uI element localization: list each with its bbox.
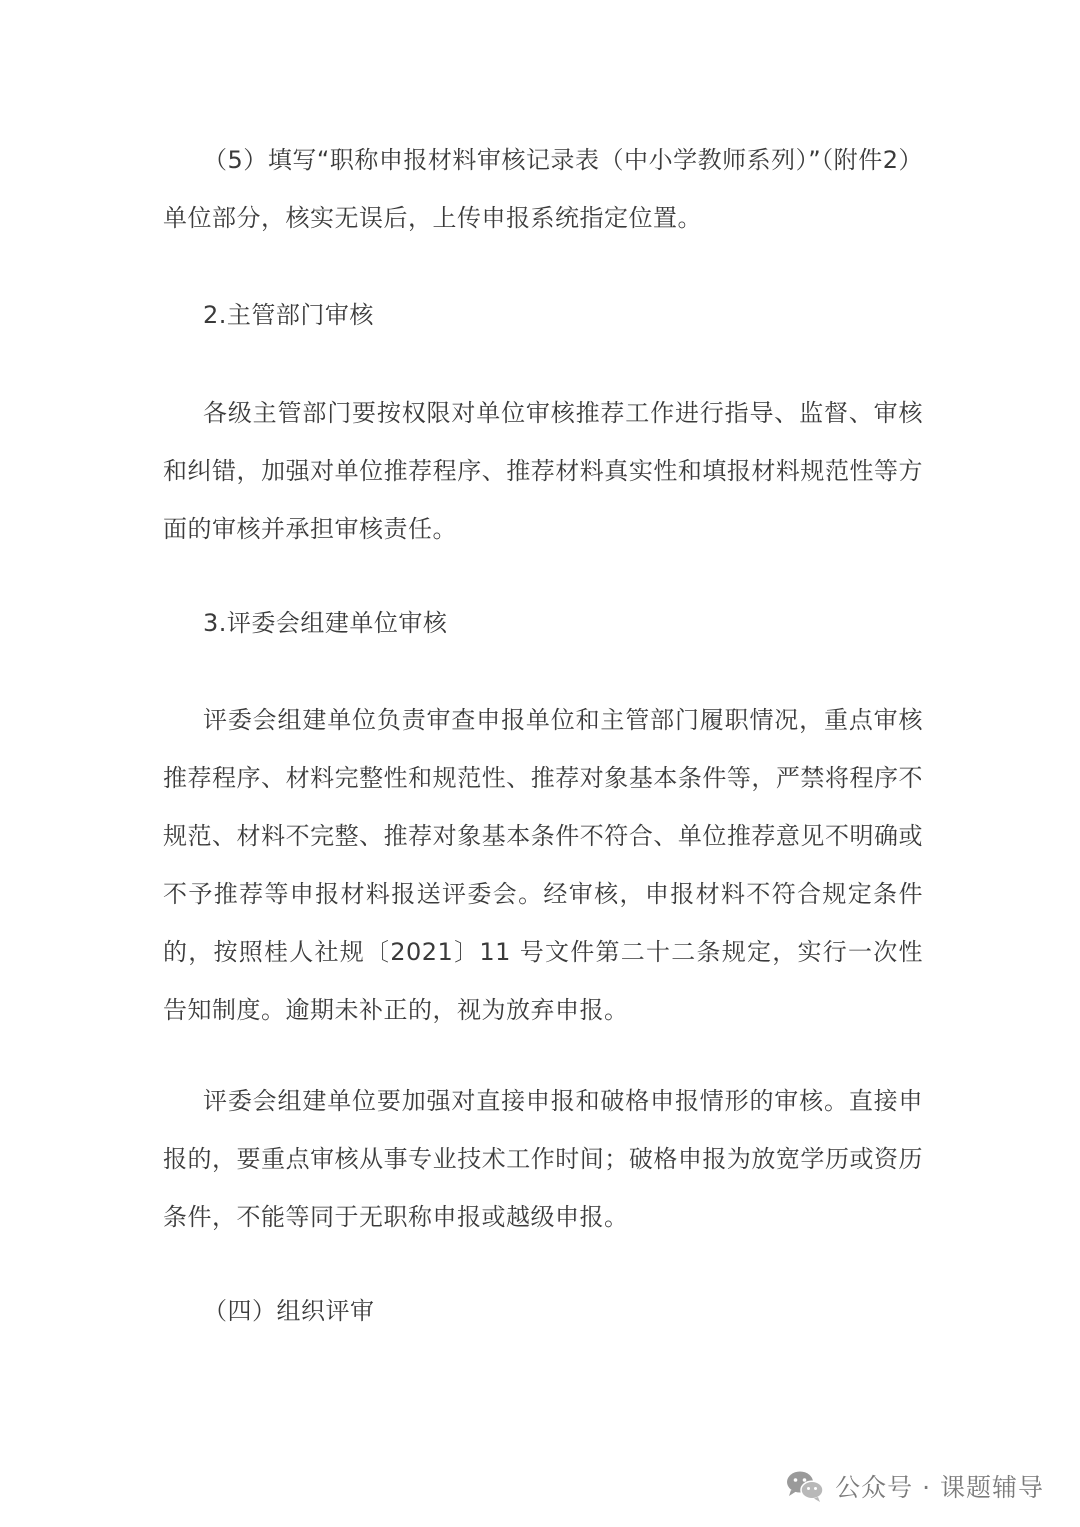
wechat-icon <box>785 1469 825 1503</box>
paragraph-committee-review: 评委会组建单位负责审查申报单位和主管部门履职情况，重点审核推荐程序、材料完整性和规范性、推荐对象基本条件等，严禁将程序不规范、材料不完整、推荐对象基本条件不符合、单位推荐意见不明确或不予推荐等申报材料报送评委会。经审核，申报材料不符合规定条件的，按照桂人社规〔2021〕11 号文件第二十二条规定，实行一次性告知制度。逾期未补正的，视为放弃申报。 <box>163 706 923 1024</box>
heading-organize-review: （四）组织评审 <box>203 1297 375 1325</box>
paragraph-department-review: 各级主管部门要按权限对单位审核推荐工作进行指导、监督、审核和纠错，加强对单位推荐程序、推荐材料真实性和填报材料规范性等方面的审核并承担审核责任。 <box>163 399 923 543</box>
watermark <box>785 1456 1044 1516</box>
heading-department-review: 2.主管部门审核 <box>203 301 374 329</box>
heading-committee-review: 3.评委会组建单位审核 <box>203 609 448 637</box>
paragraph-direct-application: 评委会组建单位要加强对直接申报和破格申报情形的审核。直接申报的，要重点审核从事专业技术工作时间；破格申报为放宽学历或资历条件，不能等同于无职称申报或越级申报。 <box>163 1087 923 1231</box>
paragraph-attachment-form: （5）填写“职称申报材料审核记录表（中小学教师系列）”（附件2）单位部分，核实无误后，上传申报系统指定位置。 <box>163 146 923 232</box>
watermark-text: 公众号 · 课题辅导 <box>835 1473 1044 1502</box>
